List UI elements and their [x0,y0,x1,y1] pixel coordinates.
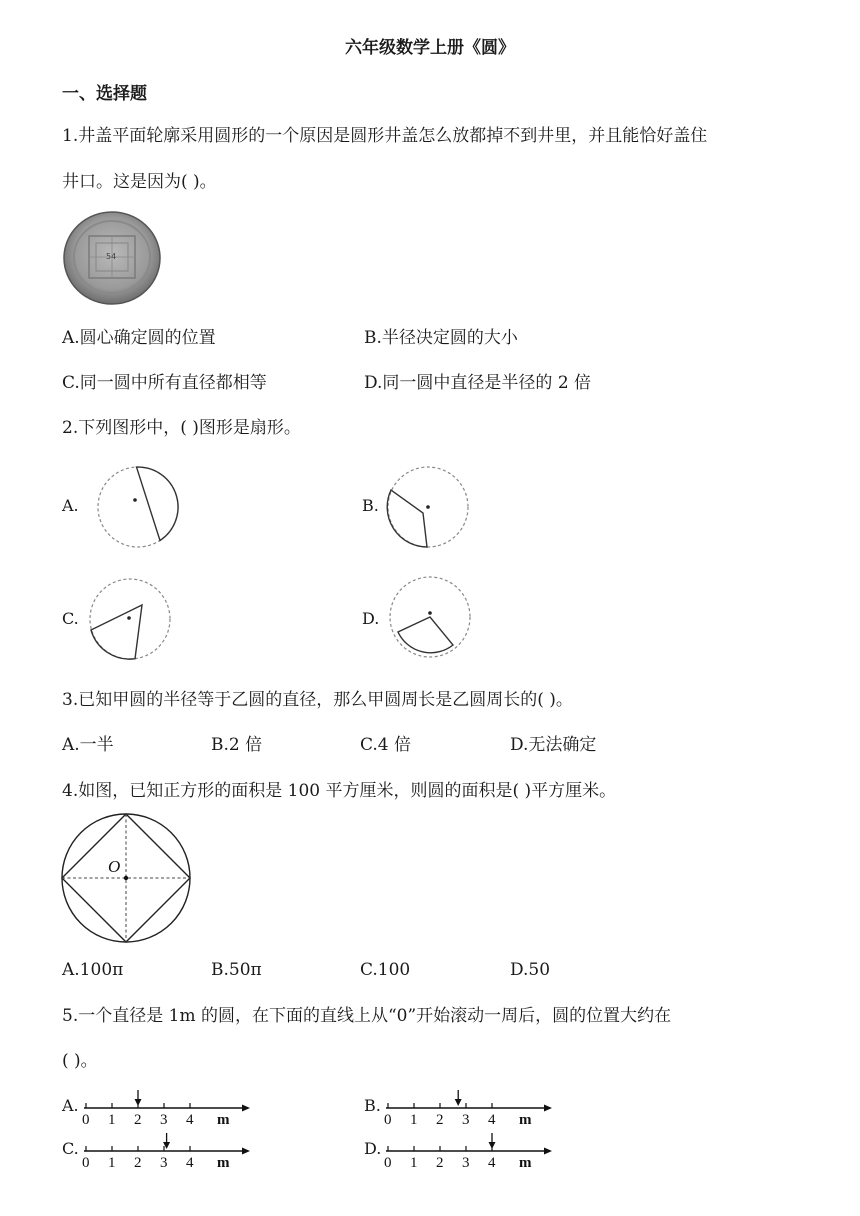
numberline-tick-label: 4 [488,1112,496,1128]
numberline-tick-label: 4 [186,1112,194,1128]
page-title: 六年级数学上册《圆》 [345,38,515,58]
position-arrow-head [135,1099,142,1106]
numberline-tick-label: 0 [82,1112,90,1128]
q5-numberline-b [378,1090,558,1130]
numberline-tick-label: 0 [384,1112,392,1128]
numberline-unit-label: m [217,1155,230,1171]
q2-label-a[interactable]: A. [62,496,79,515]
q5-numberline-a [76,1090,256,1130]
q5-label-b[interactable]: B. [364,1096,381,1115]
q4-text: 4.如图，已知正方形的面积是 100 平方厘米，则圆的面积是( )平方厘米。 [62,781,617,801]
q1-option-a[interactable]: A.圆心确定圆的位置 [62,328,216,348]
q5-label-d[interactable]: D. [364,1139,382,1158]
numberline-arrowhead [544,1148,552,1155]
q1-option-b[interactable]: B.半径决定圆的大小 [364,328,518,348]
q3-option-c[interactable]: C.4 倍 [360,735,412,755]
numberline-tick-label: 0 [384,1155,392,1171]
numberline-tick-label: 4 [186,1155,194,1171]
numberline-tick-label: 1 [410,1112,418,1128]
numberline-tick-label: 2 [436,1112,444,1128]
numberline-tick-label: 2 [134,1155,142,1171]
q5-line2: ( )。 [62,1051,98,1071]
q5-numberline-d [378,1133,558,1173]
q2-label-c[interactable]: C. [62,609,79,628]
section-heading: 一、选择题 [62,84,147,104]
numberline-unit-label: m [519,1155,532,1171]
q4-circle-square-figure [60,812,194,946]
q2-figure-a-segment [95,465,185,555]
numberline-tick-label: 1 [108,1155,116,1171]
numberline-arrowhead [242,1105,250,1112]
q5-line1: 5.一个直径是 1m 的圆，在下面的直线上从“0”开始滚动一周后，圆的位置大约在 [62,1006,672,1026]
q1-option-d[interactable]: D.同一圆中直径是半径的 2 倍 [364,373,592,393]
numberline-tick-label: 3 [160,1155,168,1171]
numberline-tick-label: 0 [82,1155,90,1171]
manhole-cover-image [62,210,162,306]
q2-label-d[interactable]: D. [362,609,380,628]
position-arrow-head [489,1142,496,1149]
q2-text: 2.下列图形中，( )图形是扇形。 [62,418,301,438]
q5-label-c[interactable]: C. [62,1139,79,1158]
q2-figure-c-irregular [88,577,178,667]
q3-option-a[interactable]: A.一半 [62,735,114,755]
numberline-unit-label: m [217,1112,230,1128]
q5-label-a[interactable]: A. [62,1096,79,1115]
manhole-mark: 54 [106,252,117,261]
q2-figure-d-sector [388,575,478,665]
q1-line1: 1.井盖平面轮廓采用圆形的一个原因是圆形井盖怎么放都掉不到井里，并且能恰好盖住 [62,126,708,146]
q3-option-d[interactable]: D.无法确定 [510,735,597,755]
q3-text: 3.已知甲圆的半径等于乙圆的直径，那么甲圆周长是乙圆周长的( )。 [62,690,573,710]
numberline-arrowhead [544,1105,552,1112]
numberline-tick-label: 1 [410,1155,418,1171]
q4-option-b[interactable]: B.50π [211,960,262,980]
q5-numberline-c [76,1133,256,1173]
position-arrow-head [455,1099,462,1106]
q1-option-c[interactable]: C.同一圆中所有直径都相等 [62,373,267,393]
q2-figure-b-irregular [385,465,475,555]
q3-option-b[interactable]: B.2 倍 [211,735,263,755]
numberline-tick-label: 4 [488,1155,496,1171]
numberline-unit-label: m [519,1112,532,1128]
q4-center-label: O [108,857,121,876]
q4-option-c[interactable]: C.100 [360,960,411,980]
numberline-tick-label: 3 [462,1155,470,1171]
numberline-tick-label: 3 [462,1112,470,1128]
numberline-arrowhead [242,1148,250,1155]
numberline-tick-label: 2 [134,1112,142,1128]
q4-option-d[interactable]: D.50 [510,960,551,980]
q1-line2: 井口。这是因为( )。 [62,172,217,192]
q4-option-a[interactable]: A.100π [62,960,124,980]
numberline-tick-label: 3 [160,1112,168,1128]
q2-label-b[interactable]: B. [362,496,379,515]
numberline-tick-label: 1 [108,1112,116,1128]
numberline-tick-label: 2 [436,1155,444,1171]
